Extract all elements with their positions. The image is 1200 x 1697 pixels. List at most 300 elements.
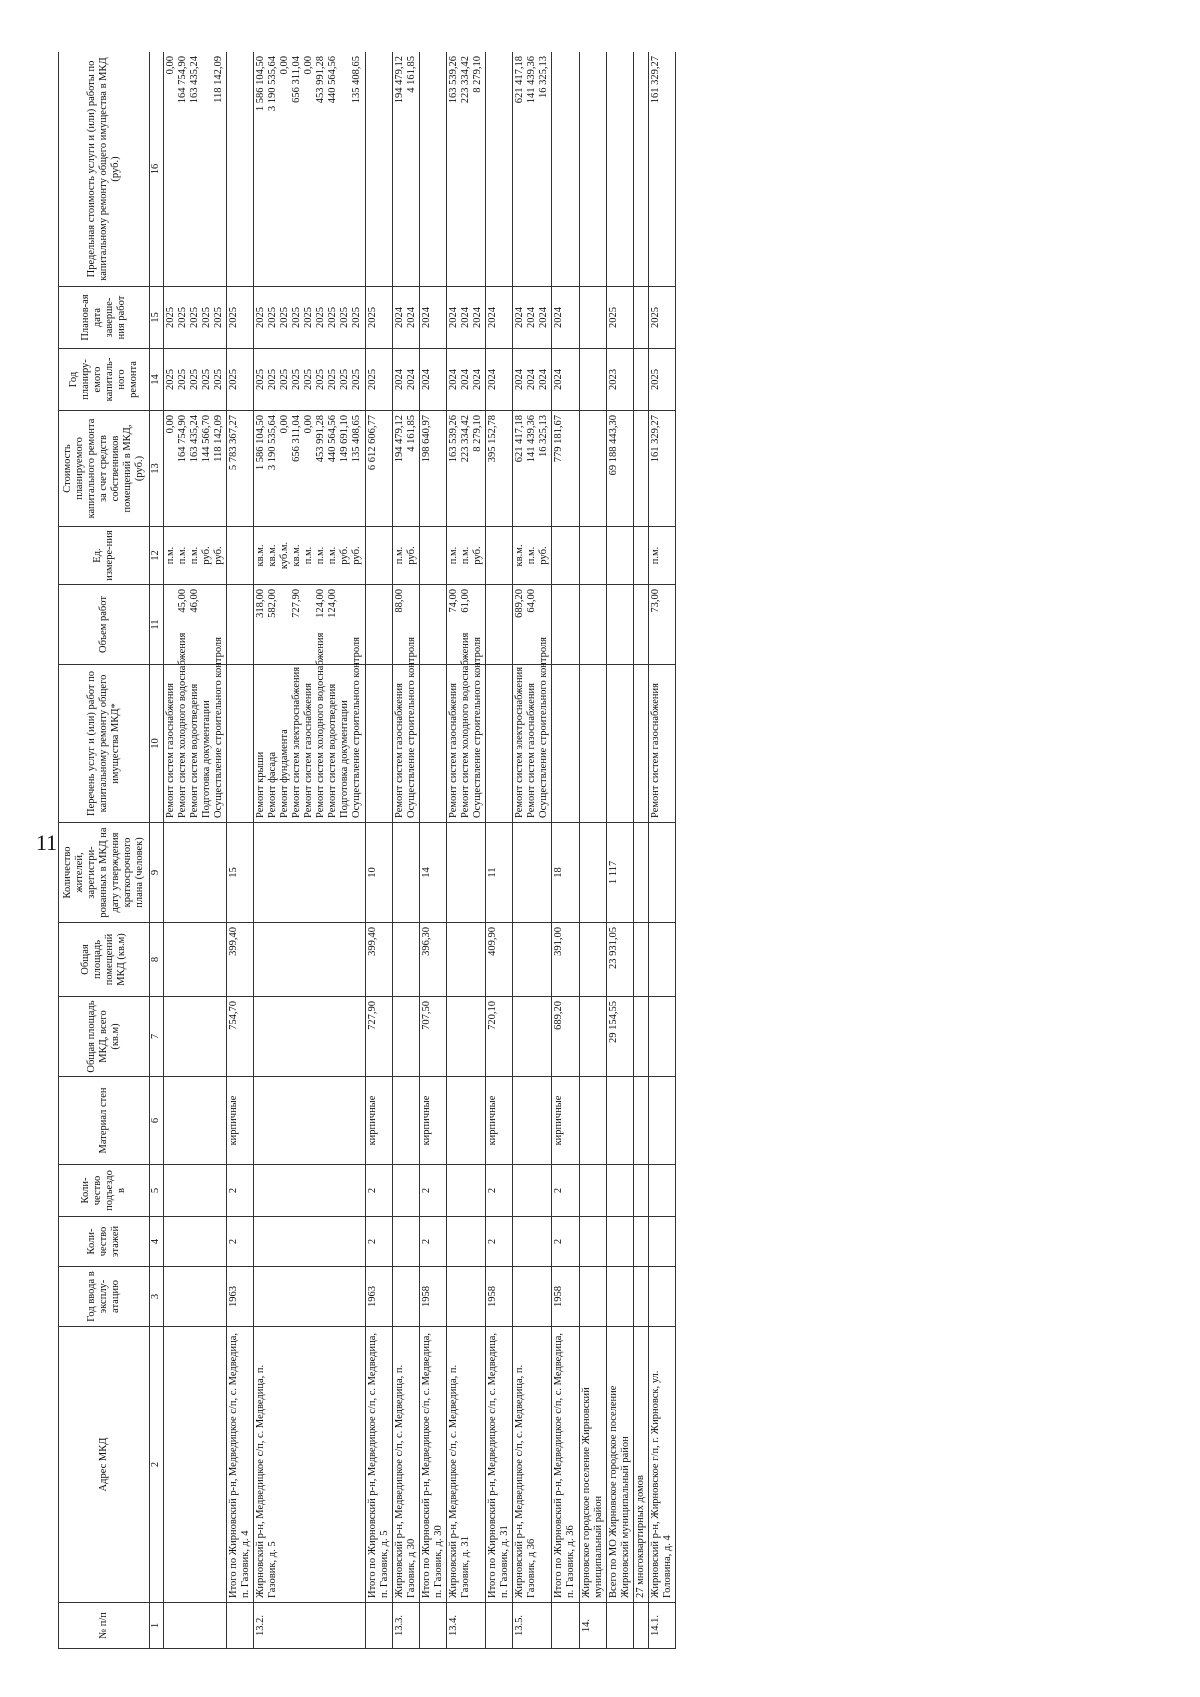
cell-work-name-line: Осуществление строительного контроля: [472, 636, 483, 818]
cell-cost-line: 621 417,18: [514, 415, 526, 463]
cell-work-volume-line: 727,90: [291, 589, 303, 618]
cell-area-total: 689,20: [552, 997, 579, 1077]
cell-floors: [648, 1217, 675, 1267]
cell-repair-year-line: 2024: [393, 369, 405, 390]
cell-cost: [163, 411, 226, 527]
cell-work-name: [392, 636, 419, 823]
table-row: [392, 52, 419, 1649]
cell-residents: 11: [486, 823, 513, 923]
cell-cost: [226, 411, 253, 527]
cell-cost-line: 194 479,12: [393, 415, 405, 463]
cell-area-premises: [513, 923, 552, 997]
cell-address: Жирновский р-н, Медведицкое с/п, с. Медведица, п. Газовик, д 36: [513, 1327, 552, 1603]
cell-repair-year-line: 2025: [164, 369, 176, 390]
col-number: 5: [150, 1165, 163, 1217]
cell-unit: [513, 527, 552, 585]
cell-cost-line: 3 190 535,64: [267, 415, 278, 471]
cell-repair-year: [163, 349, 226, 411]
cell-area-premises: 399,40: [365, 923, 392, 997]
cell-entrances: [392, 1165, 419, 1217]
cell-end-date: [579, 287, 606, 349]
col-number: 11: [150, 585, 163, 665]
cell-work-name: [486, 665, 513, 823]
rotated-table-area: [58, 52, 1148, 1649]
cell-work-volume: [365, 585, 392, 665]
cell-work-volume-line: 88,00: [393, 589, 405, 613]
cell-residents: [633, 823, 648, 923]
cell-work-name-line: Ремонт систем водоотведения: [327, 683, 339, 818]
cell-repair-year-line: 2025: [200, 369, 212, 390]
cell-end-date: [163, 287, 226, 349]
cell-end-date-line: 2025: [649, 307, 661, 328]
cell-max-cost-line: 440 564,56: [327, 56, 339, 104]
table-row: [552, 52, 579, 1649]
cell-repair-year-line: 2025: [267, 369, 278, 390]
cell-area-total: 720,10: [486, 997, 513, 1077]
cell-end-date: [419, 287, 446, 349]
cell-floors: [163, 1217, 226, 1267]
cell-cost-line: 779 181,67: [553, 415, 565, 463]
table-row: [579, 52, 606, 1649]
col-number: 10: [150, 665, 163, 823]
cell-work-name: [253, 632, 365, 823]
cell-unit-line: п.м.: [526, 546, 538, 565]
col-number: 7: [150, 997, 163, 1077]
table-row: [365, 52, 392, 1649]
cell-work-name-line: Ремонт систем холодного водоснабжения: [176, 632, 188, 818]
cell-work-volume: [419, 585, 446, 665]
col-number: 2: [150, 1327, 163, 1603]
col-header: Адрес МКД: [59, 1327, 150, 1603]
cell-entrances: 2: [552, 1165, 579, 1217]
table-row: [163, 52, 226, 1649]
cell-year-built: [253, 1267, 365, 1327]
cell-residents: [648, 823, 675, 923]
cell-end-date-line: 2024: [514, 307, 526, 328]
cell-repair-year-line: 2024: [487, 369, 499, 390]
cell-max-cost-line: [367, 56, 379, 282]
cell-entrances: 2: [365, 1165, 392, 1217]
cell-repair-year-line: 2024: [405, 369, 417, 390]
cell-entrances: [163, 1165, 226, 1217]
col-header: Количество жителей, зарегистри-рованных в МКД на дату утверждения краткосрочного плана (человек): [59, 823, 150, 923]
cell-work-name-line: Ремонт систем газоснабжения: [164, 683, 176, 818]
cell-entrances: [253, 1165, 365, 1217]
cell-max-cost-line: 0,00: [303, 56, 315, 75]
cell-cost-line: 0,00: [164, 415, 176, 434]
cell-area-total: [446, 997, 485, 1077]
cell-unit: [365, 527, 392, 585]
cell-end-date: [446, 287, 485, 349]
cell-max-cost-line: 621 417,18: [514, 56, 526, 104]
cell-end-date-line: 2025: [315, 307, 327, 328]
cell-repair-year: [253, 349, 365, 411]
cell-max-cost-line: 16 325,13: [538, 56, 550, 98]
cell-cost-line: 4 161,85: [405, 415, 417, 452]
cell-max-cost-line: 3 190 535,64: [267, 56, 278, 112]
cell-entrances: [579, 1165, 606, 1217]
cell-work-name: [648, 665, 675, 823]
cell-area-premises: [633, 923, 648, 997]
cell-unit-line: [487, 531, 499, 580]
cell-unit: [633, 527, 648, 585]
cell-work-volume-line: 689,20: [514, 589, 526, 618]
cell-work-name-line: Ремонт систем электроснабжения: [291, 666, 303, 818]
table-row: [446, 52, 485, 1649]
cell-floors: [446, 1217, 485, 1267]
cell-area-total: [648, 997, 675, 1077]
cell-area-total: [253, 997, 365, 1077]
cell-unit-line: куб.м.: [279, 541, 291, 570]
cell-unit-line: кв.м.: [514, 544, 526, 567]
cell-repair-year-line: 2024: [420, 369, 432, 390]
table-row: [253, 52, 365, 1649]
col-number: 13: [150, 411, 163, 527]
cell-max-cost: [392, 52, 419, 287]
cell-year-built: [513, 1267, 552, 1327]
cell-area-total: [163, 997, 226, 1077]
cell-work-volume-line: [421, 589, 433, 660]
col-header: Планов-ая дата заверше-ния работ: [59, 287, 150, 349]
cell-max-cost-line: [608, 56, 620, 282]
cell-number: [226, 1603, 253, 1649]
cell-number: [365, 1603, 392, 1649]
cell-cost-line: 5 783 367,27: [227, 415, 239, 471]
cell-unit-line: руб.: [339, 546, 351, 565]
cell-max-cost: [226, 52, 253, 287]
cell-area-premises: [163, 923, 226, 997]
cell-work-name-line: Подготовка документации: [200, 700, 212, 818]
cell-unit-line: п.м.: [393, 546, 405, 565]
cell-max-cost-line: 163 435,24: [188, 56, 200, 104]
cell-work-name-line: Осуществление строительного контроля: [351, 636, 363, 818]
cell-repair-year: [633, 349, 648, 411]
cell-number: 13.3.: [392, 1603, 419, 1649]
cell-end-date-line: 2025: [176, 307, 188, 328]
cell-entrances: [513, 1165, 552, 1217]
cell-repair-year-line: 2025: [279, 369, 291, 390]
cell-unit-line: п.м.: [327, 546, 339, 565]
cell-unit: [226, 527, 253, 585]
cell-number: [419, 1603, 446, 1649]
cell-cost: [552, 411, 579, 527]
cell-unit: [486, 527, 513, 585]
cell-cost: [648, 411, 675, 527]
cell-wall-material: кирпичные: [486, 1077, 513, 1165]
cell-area-total: 754,70: [226, 997, 253, 1077]
cell-work-name-line: Ремонт систем холодного водоснабжения: [315, 632, 327, 818]
cell-number: [486, 1603, 513, 1649]
cell-wall-material: [633, 1077, 648, 1165]
table-row: [633, 52, 648, 1649]
cell-max-cost-line: 161 329,27: [649, 56, 661, 104]
cell-work-volume: [552, 585, 579, 665]
cell-work-name-line: Ремонт систем газоснабжения: [393, 683, 405, 818]
cell-repair-year-line: 2023: [607, 369, 619, 390]
cell-end-date-line: 2024: [447, 307, 459, 328]
cell-max-cost-line: [553, 56, 565, 282]
cell-unit: [606, 527, 633, 585]
cell-max-cost: [648, 52, 675, 287]
cell-work-volume-line: [553, 589, 565, 660]
cell-max-cost-line: 223 334,42: [459, 56, 471, 104]
cell-year-built: [579, 1267, 606, 1327]
col-number: 9: [150, 823, 163, 923]
cell-end-date-line: 2024: [472, 307, 483, 328]
cell-work-name-line: [421, 669, 433, 818]
cell-address: [163, 1327, 226, 1603]
cell-work-name-line: Осуществление строительного контроля: [212, 636, 224, 818]
col-number: 3: [150, 1267, 163, 1327]
cell-end-date-line: 2024: [553, 307, 565, 328]
cell-year-built: [446, 1267, 485, 1327]
cell-cost-line: 161 329,27: [649, 415, 661, 463]
cell-entrances: [606, 1165, 633, 1217]
cell-work-name-line: Ремонт систем холодного водоснабжения: [459, 632, 471, 818]
cell-residents: [253, 823, 365, 923]
cell-wall-material: [253, 1077, 365, 1165]
cell-cost: [446, 411, 485, 527]
cell-max-cost: [633, 52, 648, 287]
cell-floors: 2: [419, 1217, 446, 1267]
cell-work-volume-line: 46,00: [188, 589, 200, 613]
cell-unit-line: кв.м.: [267, 544, 278, 567]
cell-area-premises: 23 931,05: [606, 923, 633, 997]
col-header: Объем работ: [59, 585, 150, 665]
cell-work-volume-line: 73,00: [649, 589, 661, 613]
table-row: [486, 52, 513, 1649]
cell-address: Итого по Жирновский р-н, Медведицкое с/п, с. Медведица, п. Газовик, д. 36: [552, 1327, 579, 1603]
cell-work-name-line: [608, 669, 620, 818]
cell-area-premises: [648, 923, 675, 997]
cell-entrances: 2: [486, 1165, 513, 1217]
cell-unit-line: п.м.: [188, 546, 200, 565]
col-header: Материал стен: [59, 1077, 150, 1165]
cell-work-name-line: Ремонт фундамента: [279, 729, 291, 818]
cell-cost-line: 6 612 606,77: [366, 415, 378, 471]
cell-end-date: [365, 287, 392, 349]
cell-work-name-line: Подготовка документации: [339, 700, 351, 818]
cell-year-built: [648, 1267, 675, 1327]
cell-max-cost-line: 453 991,28: [315, 56, 327, 104]
cell-max-cost-line: 656 311,04: [291, 56, 303, 103]
cell-end-date-line: 2025: [303, 307, 315, 328]
cell-work-volume-line: 74,00: [447, 589, 459, 613]
cell-max-cost-line: 135 408,65: [351, 56, 363, 104]
cell-end-date: [648, 287, 675, 349]
cell-residents: 15: [226, 823, 253, 923]
cell-residents: 1 117: [606, 823, 633, 923]
cell-cost-line: 163 435,24: [188, 415, 200, 463]
cell-cost: [419, 411, 446, 527]
col-header: Год ввода в эксплу-атацию: [59, 1267, 150, 1327]
cell-unit-line: кв.м.: [291, 544, 303, 567]
cell-wall-material: [606, 1077, 633, 1165]
cell-work-name: [606, 665, 633, 823]
cell-area-total: [513, 997, 552, 1077]
cell-end-date-line: 2024: [420, 307, 432, 328]
cell-work-name: [419, 665, 446, 823]
cell-entrances: 2: [226, 1165, 253, 1217]
table-rotation-wrapper: [58, 52, 1148, 1649]
cell-area-total: [579, 997, 606, 1077]
cell-work-volume-line: [303, 589, 315, 660]
col-number: 4: [150, 1217, 163, 1267]
cell-cost-line: 395 152,78: [487, 415, 499, 463]
cell-repair-year-line: 2025: [649, 369, 661, 390]
cell-end-date-line: 2025: [291, 307, 303, 328]
cell-work-volume-line: 45,00: [176, 589, 188, 613]
cell-repair-year: [392, 349, 419, 411]
cell-cost-line: 0,00: [303, 415, 315, 434]
cell-unit-line: п.м.: [459, 546, 471, 565]
cell-repair-year-line: 2024: [447, 369, 459, 390]
cell-end-date: [392, 287, 419, 349]
cell-repair-year-line: 2025: [212, 369, 224, 390]
cell-cost: [606, 411, 633, 527]
cell-cost-line: 163 539,26: [447, 415, 459, 463]
cell-work-name-line: Осуществление строительного контроля: [538, 636, 550, 818]
cell-entrances: 2: [419, 1165, 446, 1217]
cell-unit-line: п.м.: [176, 546, 188, 565]
cell-end-date-line: 2025: [267, 307, 278, 328]
cell-repair-year-line: 2024: [553, 369, 565, 390]
cell-max-cost-line: 141 439,36: [526, 56, 538, 104]
col-number: 6: [150, 1077, 163, 1165]
cell-address: Итого по Жирновский р-н, Медведицкое с/п, с. Медведица, п. Газовик, д. 31: [486, 1327, 513, 1603]
cell-end-date-line: 2025: [200, 307, 212, 328]
cell-wall-material: [513, 1077, 552, 1165]
cell-area-premises: 399,40: [226, 923, 253, 997]
cell-entrances: [446, 1165, 485, 1217]
cell-repair-year: [513, 349, 552, 411]
cell-unit-line: п.м.: [315, 546, 327, 565]
cell-cost-line: 144 566,70: [200, 415, 212, 463]
cell-unit-line: [553, 531, 565, 580]
cell-work-name: [552, 665, 579, 823]
cell-cost-line: 164 754,90: [176, 415, 188, 463]
cell-repair-year: [606, 349, 633, 411]
cell-cost-line: 141 439,36: [526, 415, 538, 463]
cell-address: Итого по Жирновский р-н, Медведицкое с/п, с. Медведица, п. Газовик, д. 30: [419, 1327, 446, 1603]
cell-unit-line: п.м.: [303, 546, 315, 565]
cell-max-cost-line: [201, 56, 213, 282]
cell-address: Жирновский р-н, Медведицкое с/п, с. Медведица, п. Газовик, д 30: [392, 1327, 419, 1603]
cell-repair-year: [226, 349, 253, 411]
cell-cost-line: 16 325,13: [538, 415, 550, 457]
cell-unit: [552, 527, 579, 585]
cell-cost: [392, 411, 419, 527]
col-number: 15: [150, 287, 163, 349]
col-number: 16: [150, 52, 163, 287]
cell-unit: [163, 527, 226, 585]
table-row: [513, 52, 552, 1649]
cell-repair-year-line: 2025: [339, 369, 351, 390]
cell-end-date-line: 2025: [254, 307, 266, 328]
cell-wall-material: [392, 1077, 419, 1165]
cell-max-cost-line: [339, 56, 351, 282]
col-header: Предельная стоимость услуги и (или) работы по капитальному ремонту общего имущества в МКД (руб.): [59, 52, 150, 287]
cell-end-date-line: 2025: [227, 307, 239, 328]
cell-floors: 2: [226, 1217, 253, 1267]
cell-cost-line: 1 586 104,50: [254, 415, 266, 471]
cell-repair-year-line: 2025: [315, 369, 327, 390]
col-header: № п/п: [59, 1603, 150, 1649]
cell-number: [633, 1603, 648, 1649]
cell-cost-line: 198 640,97: [420, 415, 432, 463]
cell-work-volume: [253, 585, 365, 665]
cell-address: Жирновский р-н, Жирновское г/п, г. Жирновск, ул. Головина, д. 4: [648, 1327, 675, 1603]
cell-work-name-line: [228, 669, 240, 818]
cell-work-name-line: Ремонт систем газоснабжения: [447, 683, 459, 818]
cell-address: Итого по Жирновский р-н, Медведицкое с/п, с. Медведица, п. Газовик, д. 5: [365, 1327, 392, 1603]
cell-number: 13.4.: [446, 1603, 485, 1649]
cell-repair-year-line: 2025: [291, 369, 303, 390]
table-body: [163, 52, 675, 1649]
cell-repair-year: [552, 349, 579, 411]
cell-end-date-line: 2025: [607, 307, 619, 328]
cell-area-premises: [392, 923, 419, 997]
cell-max-cost: [486, 52, 513, 287]
cell-unit-line: [367, 531, 379, 580]
cell-year-built: [392, 1267, 419, 1327]
col-header: Коли-чество подъездо в: [59, 1165, 150, 1217]
cell-cost-line: 0,00: [279, 415, 291, 434]
cell-max-cost-line: 8 279,10: [472, 56, 483, 93]
cell-unit-line: п.м.: [649, 546, 661, 565]
cell-unit-line: [228, 531, 240, 580]
col-number: 14: [150, 349, 163, 411]
cell-work-volume: [606, 585, 633, 665]
cell-end-date-line: 2025: [339, 307, 351, 328]
table-row: [226, 52, 253, 1649]
cell-end-date-line: 2024: [405, 307, 417, 328]
cell-end-date-line: 2024: [459, 307, 471, 328]
cell-work-volume: [486, 585, 513, 665]
col-header: Общая площадь помещений МКД (кв.м): [59, 923, 150, 997]
page-number: 11: [36, 830, 58, 855]
cell-floors: [253, 1217, 365, 1267]
cell-work-volume-line: 61,00: [459, 589, 471, 613]
col-number: 12: [150, 527, 163, 585]
cell-max-cost-line: 163 539,26: [447, 56, 459, 104]
cell-work-volume-line: 318,00: [254, 589, 266, 618]
cell-end-date: [226, 287, 253, 349]
cell-wall-material: [446, 1077, 485, 1165]
cell-max-cost: [446, 52, 485, 287]
cell-work-name: [446, 632, 485, 823]
cell-max-cost-line: [487, 56, 499, 282]
repair-plan-table: [58, 52, 676, 1649]
cell-cost: [633, 411, 648, 527]
cell-year-built: 1958: [419, 1267, 446, 1327]
cell-end-date: [253, 287, 365, 349]
col-number: 1: [150, 1603, 163, 1649]
cell-number: 14.1.: [648, 1603, 675, 1649]
cell-max-cost: [552, 52, 579, 287]
cell-end-date-line: 2024: [487, 307, 499, 328]
cell-year-built: 1958: [552, 1267, 579, 1327]
cell-end-date: [606, 287, 633, 349]
cell-work-volume-line: 582,00: [267, 589, 278, 618]
cell-cost-line: 118 142,09: [212, 415, 224, 462]
cell-work-name-line: [553, 669, 565, 818]
cell-end-date: [552, 287, 579, 349]
cell-wall-material: кирпичные: [226, 1077, 253, 1165]
cell-unit-line: [421, 531, 433, 580]
cell-cost: [365, 411, 392, 527]
cell-max-cost: [606, 52, 633, 287]
